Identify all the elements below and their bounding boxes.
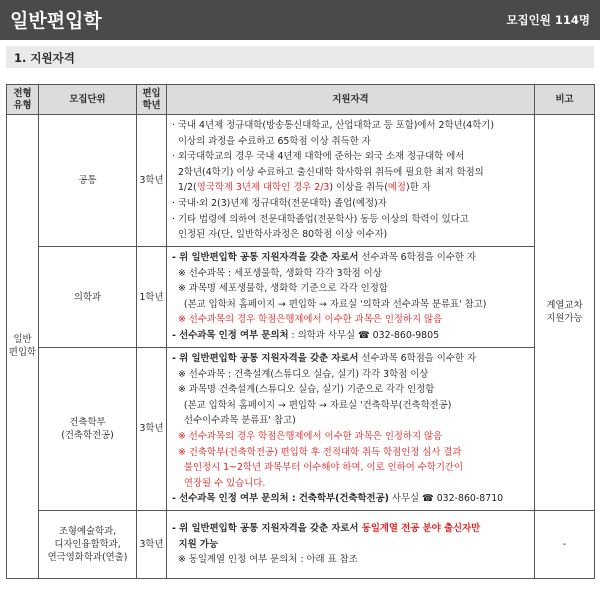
qualification-text: 인정된 자(단, 일반학사과정은 80학점 이상 이수자) — [172, 229, 388, 241]
qualification-cell — [167, 510, 535, 578]
unit-cell: 의학과 — [39, 247, 137, 348]
qualification-text: 영국학제 3년제 대학인 경우 2/3 — [196, 182, 330, 194]
qualification-text: · 국내·외 2(3)년제 정규대학(전문대학) 졸업(예정)자 — [172, 197, 387, 209]
qualification-text: - 위 일반편입학 공통 지원자격을 갖춘 자로서 — [172, 523, 359, 535]
table-row — [7, 247, 595, 348]
qualification-text: 예정 — [387, 182, 406, 194]
qualification-text: 사무실 ☎ 032-860-8710 — [388, 493, 504, 505]
qualification-text: 2학년(4학기) 이상 수료하고 출신대학 학사학위 취득에 필요한 최저 학점의 — [172, 166, 484, 178]
note-cell: 계열교차 지원가능 — [535, 115, 595, 511]
qualification-line — [172, 328, 529, 344]
qualification-text: ※ 선수과목 : 세포생물학, 생화학 각각 3학점 이상 — [172, 267, 382, 279]
qualification-line — [172, 445, 529, 461]
qualification-line — [172, 180, 529, 196]
unit-cell: 공통 — [39, 115, 137, 247]
qualification-line — [172, 212, 529, 228]
qualification-text: ※ 선수과목의 경우 학점은행제에서 이수한 과목은 인정하지 않음 — [172, 430, 443, 442]
header-unit: 모집단위 — [39, 85, 137, 115]
qualification-text: ※ 과목명 건축설계(스튜디오 실습, 실기) 기준으로 각각 인정함 — [172, 384, 435, 396]
qualification-text: ※ 동일계열 인정 여부 문의처 : 아래 표 참조 — [172, 554, 358, 566]
unit-cell: 건축학부 (건축학전공) — [39, 348, 137, 511]
qualification-line — [172, 491, 529, 507]
qualification-line — [172, 460, 529, 476]
qualification-text: : 의학과 사무실 ☎ 032-860-9805 — [288, 329, 440, 341]
qualification-cell — [167, 247, 535, 348]
qualification-text: - 위 일반편입학 공통 지원자격을 갖춘 자로서 — [172, 353, 359, 364]
qualification-line — [172, 266, 529, 282]
qualification-line — [172, 196, 529, 212]
qualification-line — [172, 552, 529, 568]
qualification-cell — [167, 348, 535, 511]
page-title: 일반편입학 — [10, 10, 102, 32]
header-qualification: 지원자격 — [167, 85, 535, 115]
table-row — [7, 115, 595, 247]
section-title: 1. 지원자격 — [14, 51, 75, 65]
header-type: 전형 유형 — [7, 85, 39, 115]
qualification-line — [172, 398, 529, 414]
qualification-text: · 기타 법령에 의하여 전문대학졸업(전문학사) 동등 이상의 학력이 있다고 — [172, 213, 469, 225]
qualification-text: - 선수과목 인정 여부 문의처 : 건축학부(건축학전공) — [172, 493, 389, 505]
qualification-text: ※ 과목명 세포생물학, 생화학 기준으로 각각 인정함 — [172, 283, 388, 295]
qualification-text: - 선수과목 인정 여부 문의처 — [172, 329, 289, 341]
year-cell: 3학년 — [137, 348, 167, 511]
unit-cell: 조형예술학과, 디자인융합학과, 연극영화학과(연출) — [39, 510, 137, 578]
qualification-line — [172, 149, 529, 165]
qualification-text: ※ 건축학부(건축학전공) 편입학 후 전적대학 취득 학점인정 심사 결과 — [172, 446, 462, 458]
qualification-line — [172, 521, 529, 537]
qualification-line — [172, 281, 529, 297]
page-header — [0, 0, 600, 40]
qualification-text: 1/2( — [172, 182, 197, 194]
qualification-line — [172, 476, 529, 492]
qualification-text: 선수과목 6학점을 이수한 자 — [358, 353, 477, 364]
qualification-line — [172, 351, 529, 367]
section-heading — [6, 46, 594, 68]
qualification-text: ※ 선수과목의 경우 학점은행제에서 이수한 과목은 인정하지 않음 — [172, 314, 443, 326]
quota-label: 모집인원 114명 — [506, 13, 590, 27]
qualification-line — [172, 312, 529, 328]
qualification-text: (본교 입학처 홈페이지 → 편입학 → 자료실 '의학과 선수과목 분류표' 참고) — [172, 298, 487, 310]
qualification-text: - 위 일반편입학 공통 지원자격을 갖춘 자로서 — [172, 252, 359, 263]
table-row — [7, 348, 595, 511]
year-cell: 3학년 — [137, 510, 167, 578]
qualification-cell — [167, 115, 535, 247]
year-cell: 1학년 — [137, 247, 167, 348]
qualification-table — [6, 84, 595, 579]
qualification-text: 불인정시 1~2학년 과목부터 이수해야 하며, 이로 인하여 수학기간이 — [172, 462, 464, 474]
qualification-text: 선수이수과목 분류표' 참고) — [172, 415, 296, 427]
qualification-text: 동일계열 전공 분야 출신자만 — [358, 523, 481, 535]
qualification-line — [172, 250, 529, 266]
qualification-line — [172, 165, 529, 181]
qualification-text: 지원 가능 — [172, 538, 219, 550]
note-cell: - — [535, 510, 595, 578]
qualification-text: · 국내 4년제 정규대학(방송통신대학교, 산업대학교 등 포함)에서 2학년(4학기) — [172, 120, 494, 131]
qualification-line — [172, 429, 529, 445]
qualification-line — [172, 382, 529, 398]
qualification-line — [172, 118, 529, 134]
qualification-text: 이상의 과정을 수료하고 65학점 이상 취득한 자 — [172, 135, 371, 147]
qualification-text: ※ 선수과목 : 건축설계(스튜디오 실습, 실기) 각각 3학점 이상 — [172, 368, 429, 380]
qualification-line — [172, 413, 529, 429]
type-cell: 일반 편입학 — [7, 115, 39, 579]
qualification-line — [172, 134, 529, 150]
qualification-text: · 외국대학교의 경우 국내 4년제 대학에 준하는 외국 소재 정규대학 에서 — [172, 151, 465, 163]
qualification-text: (본교 입학처 홈페이지 → 편입학 → 자료실 '건축학부(건축학전공) — [172, 399, 452, 411]
qualification-line — [172, 297, 529, 313]
table-row — [7, 510, 595, 578]
qualification-text: )한 자 — [406, 182, 431, 194]
qualification-line — [172, 367, 529, 383]
qualification-text: 연장될 수 있습니다. — [172, 477, 266, 489]
table-header-row — [7, 85, 595, 115]
qualification-text: 선수과목 6학점을 이수한 자 — [358, 252, 477, 263]
year-cell: 3학년 — [137, 115, 167, 247]
header-note: 비고 — [535, 85, 595, 115]
qualification-line — [172, 537, 529, 553]
header-year: 편입 학년 — [137, 85, 167, 115]
qualification-line — [172, 227, 529, 243]
qualification-text: ) 이상을 취득( — [329, 182, 388, 194]
